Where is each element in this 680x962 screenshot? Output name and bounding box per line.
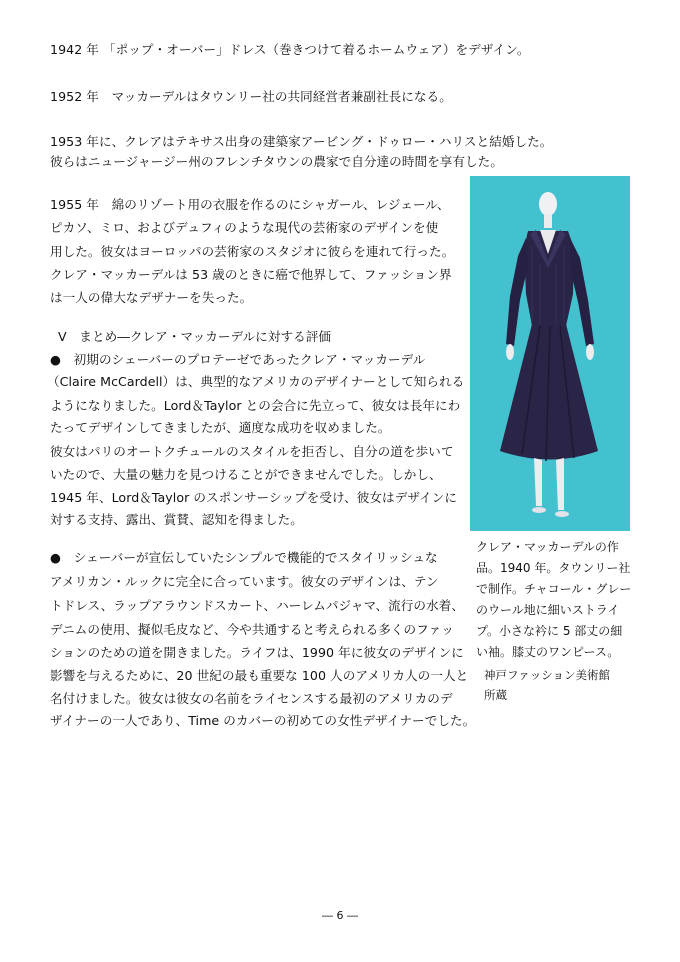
bullet-2-line-4: デニムの使用、擬似毛皮など、今や共通すると考えられる多くのファッ [50,622,454,637]
text-1955-line-3: 用した。彼女はヨーロッパの芸術家のスタジオに彼らを連れて行った。 [50,244,455,259]
bullet-1-line-3: ようになりました。Lord＆Taylor との会合に先立って、彼女は長年にわ [50,398,461,413]
text-1955-line-2: ピカソ、ミロ、およびデュフィのような現代の芸術家のデザインを使 [50,220,439,235]
dress-photo [470,176,630,531]
bullet-1-line-8: 対する支持、露出、賞賛、認知を得ました。 [50,512,303,527]
bullet-2-line-3: トドレス、ラップアラウンドスカート、ハーレムパジャマ、流行の水着、 [50,598,464,613]
bullet-2-line-6: 影響を与えるために、20 世紀の最も重要な 100 人のアメリカ人の一人と [50,668,469,683]
bullet-1-line-4: たってデザインしてきましたが、適度な成功を収めました。 [50,420,391,435]
bullet-2-line-5: ションのための道を開きました。ライフは、1990 年に彼女のデザインに [50,645,464,660]
bullet-1-line-1: ● 初期のシェーバーのプロテーゼであったクレア・マッカーデル [50,352,426,367]
text-1953-line-1: 1953 年に、クレアはテキサス出身の建築家アービング・ドゥロー・ハリスと結婚した。 [50,134,553,149]
bullet-2-line-8: ザイナーの一人であり、Time のカバーの初めての女性デザイナーでした。 [50,713,476,728]
bullet-2-line-1: ● シェーバーが宣伝していたシンプルで機能的でスタイリッシュな [50,550,438,565]
caption-line-3: で制作。チャコール・グレー [476,582,632,596]
bullet-1-line-2: （Claire McCardell）は、典型的なアメリカのデザイナーとして知られる [47,374,465,389]
text-1952: 1952 年 マッカーデルはタウンリー社の共同経営者兼副社長になる。 [50,89,452,104]
caption-line-4: のウール地に細いストライ [476,603,620,617]
page-number: ― 6 ― [322,909,358,922]
bullet-2-line-7: 名付けました。彼女は彼女の名前をライセンスする最初のアメリカのデ [50,691,453,706]
bullet-1-line-7: 1945 年、Lord＆Taylor のスポンサーシップを受け、彼女はデザインに [50,490,458,505]
text-1942: 1942 年 「ポップ・オーバー」ドレス（巻きつけて着るホームウェア）をデザイン。 [50,42,530,57]
credit-line-2: 所蔵 [484,688,507,702]
section-heading: Ⅴ まとめ―クレア・マッカーデルに対する評価 [58,329,332,344]
mannequin-dress-illustration [470,176,630,531]
caption-line-2: 品。1940 年。タウンリー社 [476,561,631,575]
text-1953-line-2: 彼らはニュージャージー州のフレンチタウンの農家で自分達の時間を享有した。 [50,154,503,169]
bullet-2-line-2: アメリカン・ルックに完全に合っています。彼女のデザインは、テン [50,574,439,589]
caption-line-6: い袖。膝丈のワンピース。 [476,645,620,659]
text-1955-line-1: 1955 年 綿のリゾート用の衣服を作るのにシャガール、レジェール、 [50,197,450,212]
caption-line-1: クレア・マッカーデルの作 [476,540,619,554]
bullet-1-line-6: いたので、大量の魅力を見つけることができませんでした。しかし、 [50,467,442,482]
text-1955-line-5: は一人の偉大なデザナーを失った。 [50,290,253,305]
bullet-1-line-5: 彼女はパリのオートクチュールのスタイルを拒否し、自分の道を歩いて [50,444,454,459]
caption-line-5: プ。小さな衿に 5 部丈の細 [476,624,623,638]
credit-line-1: 神戸ファッション美術館 [484,668,611,682]
text-1955-line-4: クレア・マッカーデルは 53 歳のときに癌で他界して、ファッション界 [50,267,452,282]
